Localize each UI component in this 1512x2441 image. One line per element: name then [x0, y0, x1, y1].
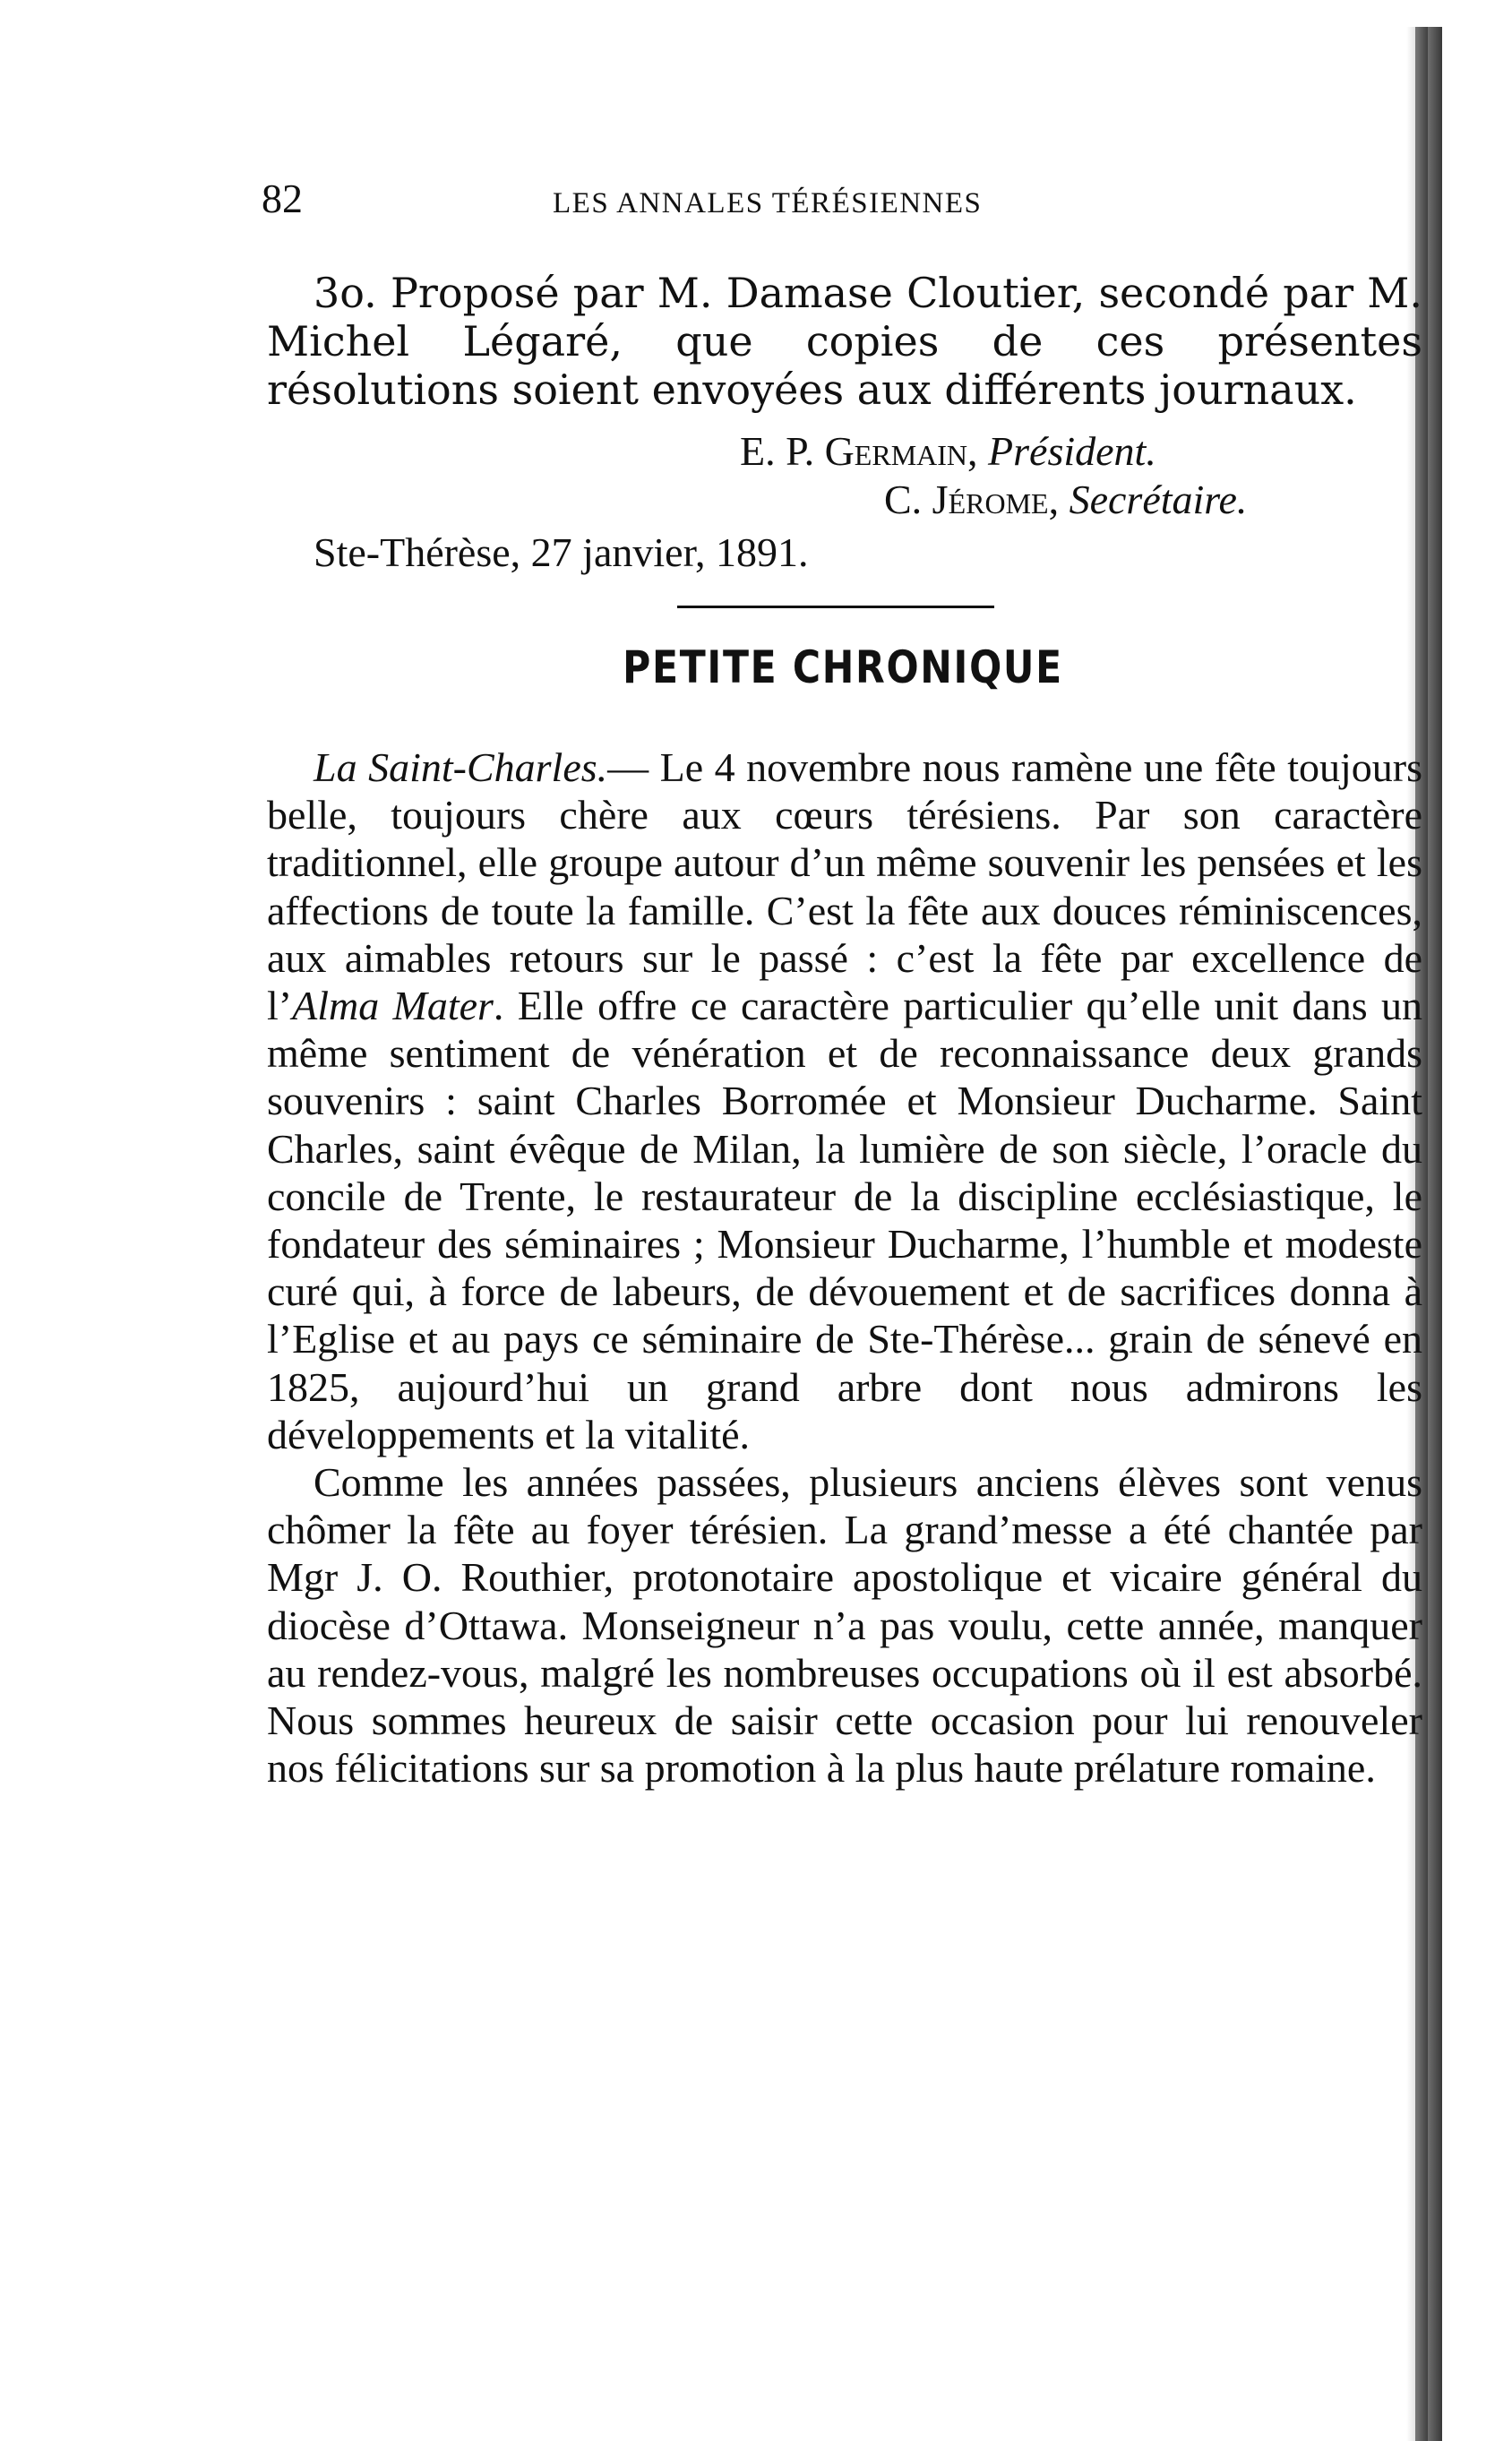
- paragraph-text: — Le 4 novembre nous ramène une fête toujours belle, toujours chère aux cœurs térésiens. Par son caractère traditionnel, elle groupe autour d’un même souvenir les pensées et les affections de toute la famille. C’est la fête aux douces réminiscences, aux aimables retours sur le passé : c’est la fête par excellence de l’: [267, 744, 1422, 1029]
- chronique-body: [267, 743, 1422, 1792]
- section-divider: [677, 606, 994, 608]
- president-signature: [740, 427, 1156, 475]
- alma-mater-phrase: Alma Mater: [292, 983, 494, 1029]
- secretary-title: Secrétaire.: [1069, 477, 1248, 522]
- running-head: LES ANNALES TÉRÉSIENNES: [553, 187, 983, 219]
- paragraph-lead: La Saint-Charles.: [314, 744, 608, 790]
- section-title: PETITE CHRONIQUE: [623, 641, 1063, 693]
- resolution-paragraph: 3o. Proposé par M. Damase Cloutier, secondé par M. Michel Légaré, que copies de ces présentes résolutions soient envoyées aux différents journaux.: [267, 269, 1422, 414]
- president-title: Président.: [988, 428, 1156, 474]
- president-name: E. P. Germain,: [740, 428, 978, 474]
- page-header: [262, 175, 1417, 228]
- chronique-paragraph-1: [267, 743, 1422, 1458]
- secretary-signature: [884, 476, 1247, 523]
- chronique-paragraph-2: Comme les années passées, plusieurs anciens élèves sont venus chômer la fête au foyer térésien. La grand’messe a été chantée par Mgr J. O. Routhier, protonotaire apostolique et vicaire général du diocèse d’Ottawa. Monseigneur n’a pas voulu, cette année, manquer au rendez-vous, malgré les nombreuses occupations où il est absorbé. Nous sommes heureux de saisir cette occasion pour lui renouveler nos félicitations sur sa promotion à la plus haute prélature romaine.: [267, 1459, 1422, 1792]
- page-number: 82: [262, 176, 303, 221]
- dateline: Ste-Thérèse, 27 janvier, 1891.: [314, 529, 809, 575]
- resolution-block: [267, 269, 1422, 414]
- paragraph-text-continued: . Elle offre ce caractère particulier qu’elle unit dans un même sentiment de vénération et de reconnaissance deux grands souvenirs : saint Charles Borromée et Monsieur Ducharme. Saint Charles, saint évêque de Milan, la lumière de son siècle, l’oracle du concile de Trente, le restaurateur de la discipline ecclésiastique, le fondateur des séminaires ; Monsieur Ducharme, l’humble et modeste curé qui, à force de labeurs, de dévouement et de sacrifices donna à l’Eglise et au pays ce séminaire de Ste-Thérèse... grain de sénevé en 1825, aujourd’hui un grand arbre dont nous admirons les développements et la vitalité.: [267, 983, 1422, 1457]
- secretary-name: C. Jérome,: [884, 477, 1060, 522]
